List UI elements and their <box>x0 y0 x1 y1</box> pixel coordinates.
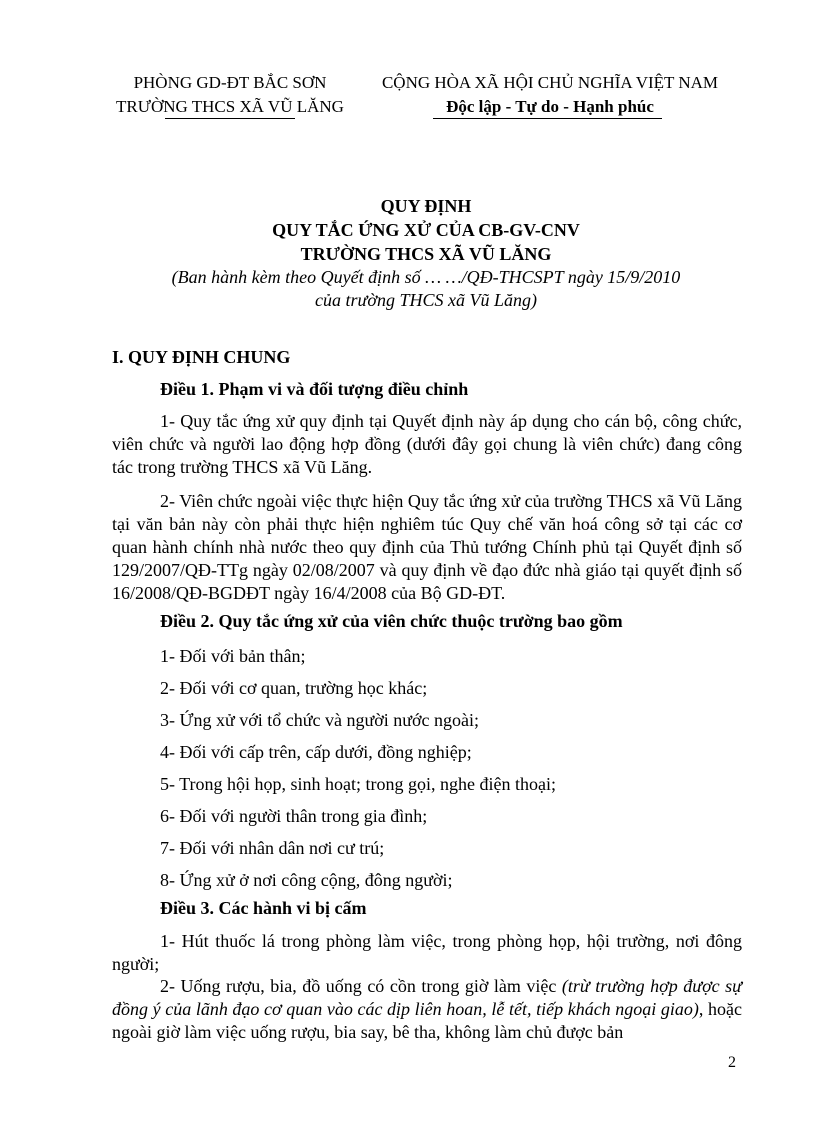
article2-heading: Điều 2. Quy tắc ứng xử của viên chức thuộc trường bao gồm <box>160 611 623 631</box>
national-title: CỘNG HÒA XÃ HỘI CHỦ NGHĨA VIỆT NAM <box>381 73 719 92</box>
list-item: 3- Ứng xử với tổ chức và người nước ngoài; <box>160 710 479 730</box>
list-item: 7- Đối với nhân dân nơi cư trú; <box>160 838 385 858</box>
para2-start: 2- Uống rượu, bia, đồ uống có cồn trong giờ làm việc <box>160 976 562 996</box>
list-item: 6- Đối với người thân trong gia đình; <box>160 806 428 826</box>
title-line2: QUY TẮC ỨNG XỬ CỦA CB-GV-CNV <box>272 220 580 240</box>
page-number: 2 <box>728 1054 736 1071</box>
article3-para1: 1- Hút thuốc lá trong phòng làm việc, trong phòng họp, hội trường, nơi đông người; <box>112 931 742 974</box>
title-line3: TRƯỜNG THCS XÃ VŨ LĂNG <box>300 244 552 264</box>
national-motto: Độc lập - Tự do - Hạnh phúc <box>446 97 654 116</box>
issuer-underline <box>165 118 295 119</box>
list-item: 5- Trong hội họp, sinh hoạt; trong gọi, nghe điện thoại; <box>160 774 556 794</box>
para2-end: , hoặc ngoài giờ làm việc uống rượu, bia say, bê tha, không làm chủ được bản <box>112 999 742 1042</box>
list-item: 2- Đối với cơ quan, trường học khác; <box>160 678 428 698</box>
document-subtitle <box>100 266 752 312</box>
list-item: 4- Đối với cấp trên, cấp dưới, đồng nghiệp; <box>160 742 472 762</box>
list-item: 8- Ứng xử ở nơi công cộng, đông người; <box>160 870 453 890</box>
national-motto-block <box>365 71 735 119</box>
list-item: 1- Đối với bản thân; <box>160 646 306 666</box>
section-heading: I. QUY ĐỊNH CHUNG <box>112 347 291 367</box>
article1-para1: 1- Quy tắc ứng xử quy định tại Quyết định này áp dụng cho cán bộ, công chức, viên chức và người lao động hợp đồng (dưới đây gọi chung là viên chức) đang công tác trong trường THCS xã Vũ Lăng. <box>112 411 742 477</box>
article3-heading: Điều 3. Các hành vi bị cấm <box>160 898 367 918</box>
article1-para2: 2- Viên chức ngoài việc thực hiện Quy tắc ứng xử của trường THCS xã Vũ Lăng tại văn bản này còn phải thực hiện nghiêm túc Quy chế văn hoá công sở tại các cơ quan hành chính nhà nước theo quy định của Thủ tướng Chính phủ tại Quyết định số 129/2007/QĐ-TTg ngày 02/08/2007 và quy định về đạo đức nhà giáo tại quyết định số 16/2008/QĐ-BGDĐT ngày 16/4/2008 của Bộ GD-ĐT. <box>112 491 742 603</box>
article1-heading: Điều 1. Phạm vi và đối tượng điều chỉnh <box>160 379 469 399</box>
issuer-school: TRƯỜNG THCS XÃ VŨ LĂNG <box>116 97 344 116</box>
article3-para2 <box>112 975 742 1044</box>
issuer-department: PHÒNG GD-ĐT BẮC SƠN <box>133 73 327 92</box>
issuer-block <box>100 71 360 119</box>
para2-italic: (trừ trường hợp được sự đồng ý của lãnh đạo cơ quan vào các dịp liên hoan, lễ tết, tiếp khách ngoại giao) <box>112 976 742 1019</box>
motto-underline <box>433 118 662 119</box>
subtitle-line2: của trường THCS xã Vũ Lăng) <box>315 290 537 310</box>
document-title <box>100 194 752 266</box>
subtitle-line1: (Ban hành kèm theo Quyết định số … …/QĐ-THCSPT ngày 15/9/2010 <box>171 267 681 287</box>
title-line1: QUY ĐỊNH <box>380 196 472 216</box>
